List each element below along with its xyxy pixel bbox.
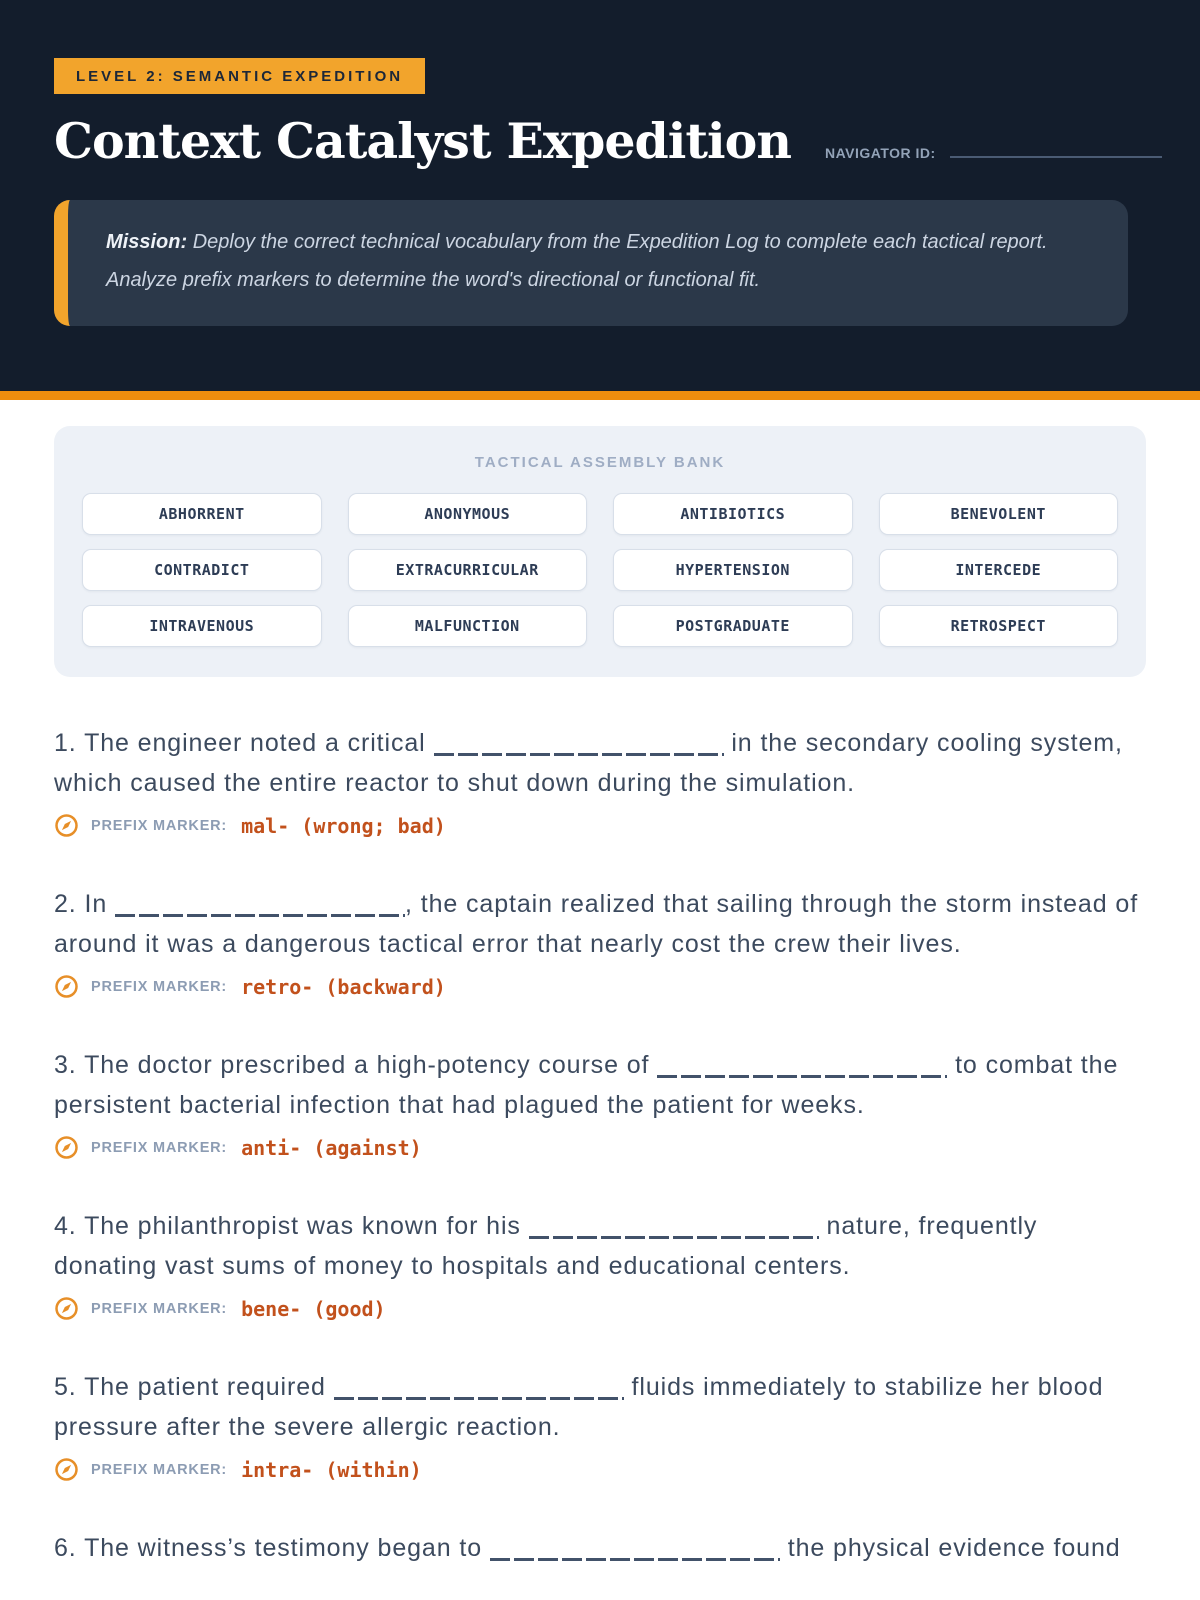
- question-item: [54, 1367, 1146, 1482]
- compass-icon: [54, 974, 79, 999]
- answer-blank[interactable]: [434, 732, 724, 756]
- question-text-after-blank: , the captain realized that sailing through the storm instead of around it was a dangerous tactical error that nearly cost the crew their lives.: [54, 890, 1139, 958]
- compass-icon: [54, 1135, 79, 1160]
- question-number: 6.: [54, 1534, 77, 1562]
- question-text: [54, 1206, 1140, 1286]
- prefix-marker-label: PREFIX MARKER:: [91, 1300, 228, 1317]
- question-text-after-blank: in the secondary cooling system, which caused the entire reactor to shut down during the simulation.: [54, 729, 1123, 797]
- prefix-marker-value: intra- (within): [241, 1457, 422, 1482]
- prefix-marker-row: [54, 1135, 1146, 1160]
- question-text: [54, 1367, 1140, 1447]
- word-chip[interactable]: ANONYMOUS: [348, 493, 588, 535]
- prefix-marker-value: bene- (good): [241, 1296, 386, 1321]
- question-text-after-blank: to combat the persistent bacterial infection that had plagued the patient for weeks.: [54, 1051, 1119, 1119]
- word-chip[interactable]: HYPERTENSION: [613, 549, 853, 591]
- word-chip[interactable]: EXTRACURRICULAR: [348, 549, 588, 591]
- question-number: 4.: [54, 1212, 77, 1240]
- mission-text: Deploy the correct technical vocabulary from the Expedition Log to complete each tactical report. Analyze prefix markers to determine the word's directional or functional fit.: [106, 231, 1048, 291]
- answer-blank[interactable]: [115, 893, 405, 917]
- question-text: [54, 1528, 1140, 1568]
- header-divider: [0, 391, 1200, 400]
- word-chip[interactable]: INTRAVENOUS: [82, 605, 322, 647]
- question-number: 1.: [54, 729, 77, 757]
- navigator-id: [825, 142, 1162, 161]
- question-text-before-blank: The witness’s testimony began to: [84, 1534, 483, 1562]
- question-item: [54, 723, 1146, 838]
- page-title: Context Catalyst Expedition: [54, 112, 791, 170]
- compass-icon: [54, 1457, 79, 1482]
- question-text-before-blank: The philanthropist was known for his: [84, 1212, 521, 1240]
- word-bank-grid: [82, 493, 1118, 647]
- prefix-marker-row: [54, 974, 1146, 999]
- word-chip[interactable]: ABHORRENT: [82, 493, 322, 535]
- word-chip[interactable]: CONTRADICT: [82, 549, 322, 591]
- navigator-id-input[interactable]: [950, 142, 1162, 158]
- prefix-marker-label: PREFIX MARKER:: [91, 1461, 228, 1478]
- word-chip[interactable]: POSTGRADUATE: [613, 605, 853, 647]
- question-text-after-blank: fluids immediately to stabilize her blood pressure after the severe allergic reaction.: [54, 1373, 1104, 1441]
- questions-list: [54, 723, 1146, 1568]
- header: [0, 0, 1200, 391]
- question-text-before-blank: The engineer noted a critical: [84, 729, 426, 757]
- word-chip[interactable]: BENEVOLENT: [879, 493, 1119, 535]
- title-row: [54, 112, 1146, 170]
- answer-blank[interactable]: [490, 1537, 780, 1561]
- compass-icon: [54, 813, 79, 838]
- answer-blank[interactable]: [529, 1215, 819, 1239]
- navigator-id-label: NAVIGATOR ID:: [824, 145, 936, 161]
- answer-blank[interactable]: [657, 1054, 947, 1078]
- worksheet-body: [0, 426, 1200, 1568]
- prefix-marker-label: PREFIX MARKER:: [91, 1139, 228, 1156]
- prefix-marker-value: anti- (against): [241, 1135, 422, 1160]
- mission-label: Mission:: [106, 231, 188, 253]
- question-number: 3.: [54, 1051, 77, 1079]
- prefix-marker-row: [54, 813, 1146, 838]
- word-chip[interactable]: ANTIBIOTICS: [613, 493, 853, 535]
- question-text-after-blank: the physical evidence found: [779, 1534, 1121, 1562]
- prefix-marker-value: mal- (wrong; bad): [241, 813, 446, 838]
- question-item: [54, 884, 1146, 999]
- question-text: [54, 884, 1140, 964]
- prefix-marker-row: [54, 1457, 1146, 1482]
- prefix-marker-value: retro- (backward): [241, 974, 446, 999]
- word-chip[interactable]: MALFUNCTION: [348, 605, 588, 647]
- compass-icon: [54, 1296, 79, 1321]
- question-item: [54, 1045, 1146, 1160]
- word-bank-title: TACTICAL ASSEMBLY BANK: [474, 454, 726, 471]
- question-number: 5.: [54, 1373, 77, 1401]
- question-item: [54, 1206, 1146, 1321]
- question-text-after-blank: nature, frequently donating vast sums of money to hospitals and educational centers.: [54, 1212, 1038, 1280]
- question-text: [54, 723, 1140, 803]
- level-badge: LEVEL 2: SEMANTIC EXPEDITION: [54, 58, 425, 94]
- prefix-marker-label: PREFIX MARKER:: [91, 817, 228, 834]
- prefix-marker-label: PREFIX MARKER:: [91, 978, 228, 995]
- prefix-marker-row: [54, 1296, 1146, 1321]
- question-text-before-blank: In: [84, 890, 108, 918]
- question-text: [54, 1045, 1140, 1125]
- word-chip[interactable]: RETROSPECT: [879, 605, 1119, 647]
- question-number: 2.: [54, 890, 77, 918]
- word-chip[interactable]: INTERCEDE: [879, 549, 1119, 591]
- mission-box: [54, 200, 1128, 326]
- question-text-before-blank: The patient required: [84, 1373, 326, 1401]
- answer-blank[interactable]: [334, 1376, 624, 1400]
- word-bank: [54, 426, 1146, 677]
- question-item: [54, 1528, 1146, 1568]
- question-text-before-blank: The doctor prescribed a high-potency course of: [84, 1051, 650, 1079]
